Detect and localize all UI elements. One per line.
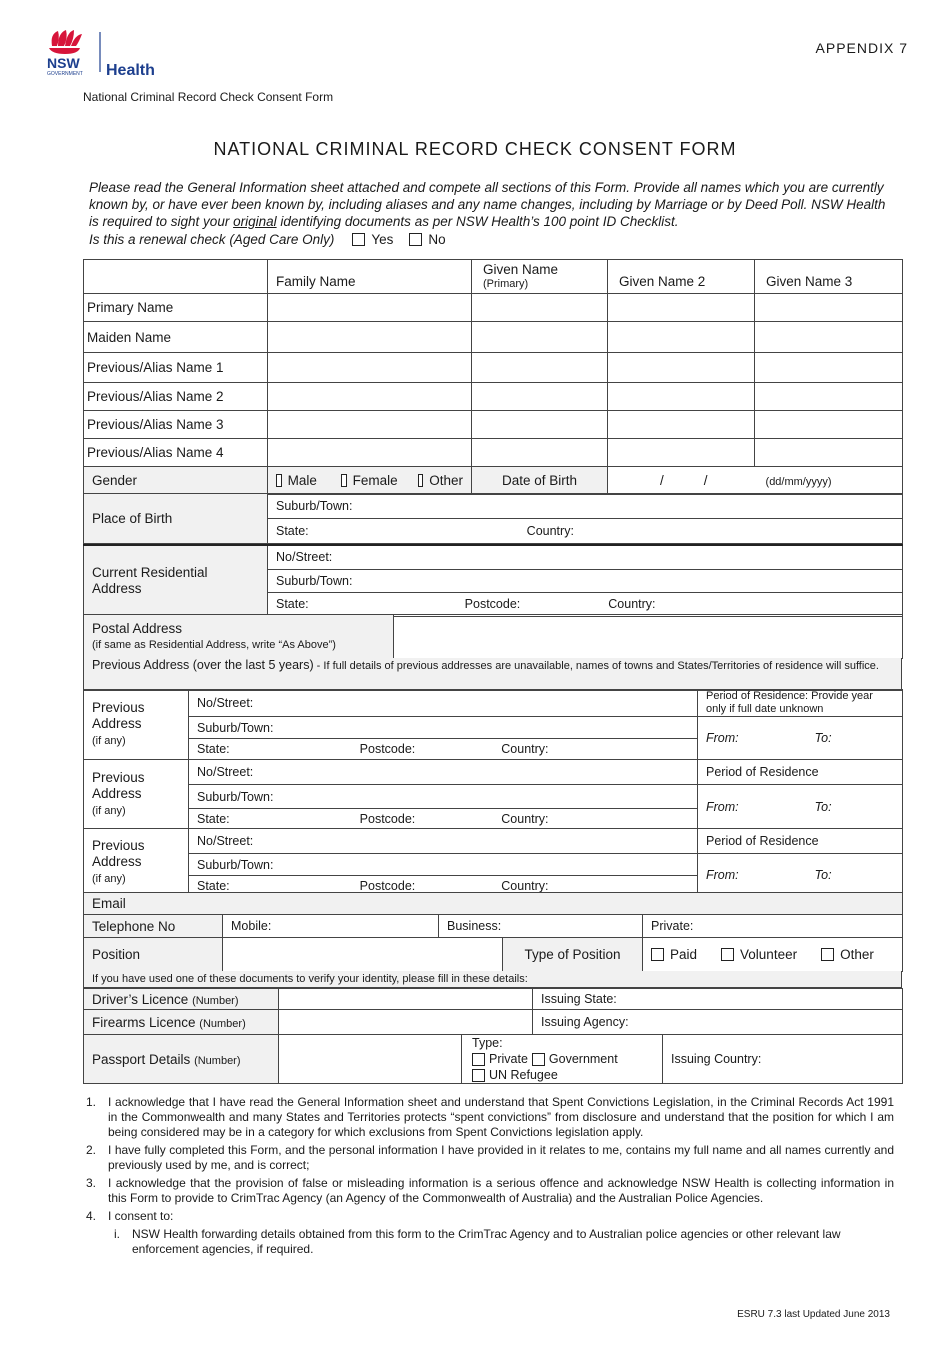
- family-name-field[interactable]: [268, 294, 472, 322]
- other-label: Other: [429, 473, 464, 488]
- yes-label: Yes: [371, 232, 394, 247]
- previous-address-label: Previous Address (if any): [84, 760, 189, 829]
- prev-state-field[interactable]: [189, 739, 698, 760]
- table-row: [84, 294, 903, 322]
- given-name-2-field[interactable]: [608, 294, 755, 322]
- note-text: I have fully completed this Form, and the personal information I have provided in it relates to me, contains my full name and all names currently and previously used by me, and is correct;: [108, 1143, 894, 1172]
- list-item: [86, 1209, 894, 1224]
- residential-address-label: Current Residential Address: [84, 545, 268, 616]
- given-name-3-field[interactable]: [755, 322, 903, 353]
- type-label: Type:: [472, 1036, 503, 1050]
- note-number: i.: [114, 1227, 120, 1241]
- prev-street-field[interactable]: No/Street:: [189, 690, 698, 717]
- passport-government-checkbox[interactable]: [532, 1053, 545, 1066]
- firearms-licence-label: Firearms Licence (Number): [84, 1010, 279, 1035]
- given-name-3-field[interactable]: [755, 411, 903, 439]
- logo-nsw-text: NSW: [47, 55, 80, 71]
- dob-label: Date of Birth: [472, 467, 608, 495]
- place-of-birth-label: Place of Birth: [84, 494, 268, 544]
- postcode-label: Postcode:: [359, 878, 416, 893]
- position-type-options: [643, 938, 903, 972]
- family-name-field[interactable]: [268, 353, 472, 383]
- mobile-field[interactable]: Mobile:: [223, 915, 439, 938]
- given-name-3-field[interactable]: [755, 294, 903, 322]
- refugee-label: UN Refugee: [489, 1068, 558, 1082]
- instructions: Please read the General Information sheet attached and compete all sections of this Form. Provide all names which you are currently known by, or have ever been known by, including aliases and any name changes, including by Marriage or by Deed Poll. NSW Health is required to sight your original identifying documents as per NSW Health’s 100 point ID Checklist.: [89, 180, 886, 229]
- gender-options: [268, 467, 472, 495]
- issuing-state-field[interactable]: Issuing State:: [533, 989, 903, 1010]
- dob-slash-1: /: [660, 473, 664, 488]
- note-number: 2.: [86, 1143, 97, 1157]
- postcode-label: Postcode:: [359, 742, 416, 756]
- state-label: State:: [197, 742, 230, 756]
- period-of-residence-label: Period of Residence: [698, 829, 903, 854]
- period-dates-field[interactable]: [698, 717, 903, 760]
- birth-state-country-field[interactable]: [268, 519, 903, 544]
- issuing-country-field[interactable]: Issuing Country:: [663, 1035, 903, 1084]
- male-checkbox[interactable]: [276, 474, 282, 487]
- list-item: [86, 1095, 894, 1140]
- passport-label: Passport Details (Number): [84, 1035, 279, 1084]
- gender-label: Gender: [84, 467, 268, 495]
- birth-country-label: Country:: [526, 524, 574, 538]
- birth-state-label: State:: [276, 524, 309, 538]
- dob-format: (dd/mm/yyyy): [765, 476, 832, 488]
- from-label: From:: [706, 731, 739, 745]
- family-name-header: Family Name: [268, 260, 472, 294]
- renewal-no-checkbox[interactable]: [409, 233, 422, 246]
- period-dates-field[interactable]: [698, 785, 903, 829]
- previous-address-label: Previous Address (if any): [84, 690, 189, 760]
- given-name-2-field[interactable]: [608, 411, 755, 439]
- prev-suburb-field[interactable]: Suburb/Town:: [189, 785, 698, 809]
- note-text: NSW Health forwarding details obtained from this form to the CrimTrac Agency and to Australian police agencies or other relevant law enforcement agencies, if required.: [132, 1227, 841, 1256]
- previous-address-label: Previous Address (if any): [84, 829, 189, 896]
- prev-state-field[interactable]: [189, 809, 698, 829]
- from-label: From:: [706, 867, 739, 882]
- contact-table: [83, 892, 903, 972]
- private-label: Private: [489, 1052, 528, 1066]
- family-name-field[interactable]: [268, 322, 472, 353]
- declarations: [86, 1095, 894, 1260]
- country-label: Country:: [608, 597, 656, 611]
- given-name-2-field[interactable]: [608, 353, 755, 383]
- residential-address-table: [83, 544, 903, 617]
- dob-field[interactable]: [608, 467, 903, 495]
- note-text: I acknowledge that the provision of false or misleading information is a serious offence and acknowledge NSW Health is collecting information in this Form to provide to CrimTrac Agency (an Agency of the Commonwealth of Australia) and the Australian Police Agencies.: [108, 1176, 894, 1205]
- appendix-label: APPENDIX 7: [815, 40, 908, 56]
- email-field[interactable]: Email: [84, 893, 903, 915]
- previous-address-table: [83, 689, 903, 896]
- given-name-field[interactable]: [472, 294, 608, 322]
- renewal-label: Is this a renewal check (Aged Care Only): [89, 232, 335, 247]
- table-row: [84, 353, 903, 383]
- country-label: Country:: [501, 742, 549, 756]
- male-label: Male: [287, 473, 317, 488]
- given-name-3-field[interactable]: [755, 353, 903, 383]
- country-label: Country:: [501, 811, 549, 826]
- telephone-label: Telephone No: [84, 915, 223, 938]
- prev-suburb-field[interactable]: Suburb/Town:: [189, 854, 698, 876]
- table-row: [84, 411, 903, 439]
- given-name-3-field[interactable]: [755, 439, 903, 467]
- table-row: [84, 439, 903, 467]
- female-label: Female: [352, 473, 398, 488]
- given-name-field[interactable]: [472, 322, 608, 353]
- postal-address-field[interactable]: [394, 615, 903, 659]
- given-name-2-field[interactable]: [608, 322, 755, 353]
- given-name-field[interactable]: [472, 411, 608, 439]
- given-name-2-field[interactable]: [608, 439, 755, 467]
- position-other-checkbox[interactable]: [821, 948, 834, 961]
- family-name-field[interactable]: [268, 411, 472, 439]
- passport-number-field[interactable]: [279, 1035, 462, 1084]
- postal-address-label: Postal Address (if same as Residential Address, write “As Above”): [84, 615, 394, 659]
- prev-suburb-field[interactable]: Suburb/Town:: [189, 717, 698, 739]
- page-title: NATIONAL CRIMINAL RECORD CHECK CONSENT FORM: [213, 139, 737, 159]
- postal-address-table: [83, 614, 903, 659]
- to-label: To:: [814, 867, 832, 882]
- type-of-position-label: Type of Position: [503, 938, 643, 972]
- to-label: To:: [814, 731, 832, 745]
- issuing-agency-field[interactable]: Issuing Agency:: [533, 1010, 903, 1035]
- names-header-row: [84, 260, 903, 294]
- note-number: 1.: [86, 1095, 97, 1109]
- from-label: From:: [706, 799, 739, 814]
- documents-note: If you have used one of these documents to verify your identity, please fill in these details:: [83, 971, 902, 988]
- period-of-residence-label: Period of Residence: [698, 760, 903, 785]
- passport-private-checkbox[interactable]: [472, 1053, 485, 1066]
- given-name-3-header: Given Name 3: [755, 260, 903, 294]
- passport-refugee-checkbox[interactable]: [472, 1069, 485, 1082]
- family-name-field[interactable]: [268, 439, 472, 467]
- prev-street-field[interactable]: No/Street:: [189, 760, 698, 785]
- given-name-field[interactable]: [472, 383, 608, 411]
- birth-suburb-field[interactable]: Suburb/Town:: [268, 494, 903, 519]
- given-name-3-field[interactable]: [755, 383, 903, 411]
- position-field[interactable]: [223, 938, 503, 972]
- place-of-birth-table: [83, 493, 903, 544]
- given-name-field[interactable]: [472, 353, 608, 383]
- postcode-label: Postcode:: [464, 597, 521, 611]
- given-name-header: Given Name (Primary): [472, 260, 608, 294]
- business-field[interactable]: Business:: [439, 915, 643, 938]
- given-name-field[interactable]: [472, 439, 608, 467]
- other-checkbox[interactable]: [418, 474, 424, 487]
- footer-version: ESRU 7.3 last Updated June 2013: [737, 1309, 890, 1320]
- row-label: Previous/Alias Name 1: [84, 353, 268, 383]
- given-name-2-header: Given Name 2: [608, 260, 755, 294]
- logo-health-text: Health: [106, 62, 155, 79]
- row-label: Primary Name: [84, 294, 268, 322]
- form-subtitle: National Criminal Record Check Consent Form: [83, 90, 334, 104]
- table-row: [84, 383, 903, 411]
- firearms-licence-field[interactable]: [279, 1010, 533, 1035]
- volunteer-label: Volunteer: [740, 947, 798, 962]
- drivers-licence-field[interactable]: [279, 989, 533, 1010]
- period-dates-field[interactable]: [698, 854, 903, 896]
- private-phone-field[interactable]: Private:: [643, 915, 903, 938]
- paid-checkbox[interactable]: [651, 948, 664, 961]
- note-number: 4.: [86, 1209, 97, 1223]
- gender-row: [84, 467, 903, 495]
- logo-government-text: GOVERNMENT: [47, 71, 83, 77]
- renewal-question: [89, 232, 446, 247]
- residential-suburb-field[interactable]: Suburb/Town:: [268, 569, 903, 592]
- list-item: [86, 1143, 894, 1173]
- row-label: Previous/Alias Name 3: [84, 411, 268, 439]
- given-name-2-field[interactable]: [608, 383, 755, 411]
- list-item: [86, 1227, 894, 1257]
- previous-address-heading: Previous Address (over the last 5 years) - If full details of previous addresses are unavailable, names of towns and States/Territories of residence will suffice.: [83, 658, 902, 691]
- country-label: Country:: [501, 878, 549, 893]
- residential-state-field[interactable]: [268, 592, 903, 616]
- renewal-yes-checkbox[interactable]: [352, 233, 365, 246]
- position-other-label: Other: [840, 947, 874, 962]
- row-label: Maiden Name: [84, 322, 268, 353]
- dob-slash-2: /: [703, 473, 708, 488]
- documents-table: [83, 988, 903, 1084]
- government-label: Government: [548, 1052, 618, 1066]
- row-label: Previous/Alias Name 4: [84, 439, 268, 467]
- table-row: [84, 322, 903, 353]
- state-label: State:: [197, 878, 230, 893]
- volunteer-checkbox[interactable]: [721, 948, 734, 961]
- family-name-field[interactable]: [268, 383, 472, 411]
- paid-label: Paid: [670, 947, 698, 962]
- note-number: 3.: [86, 1176, 97, 1190]
- postcode-label: Postcode:: [359, 811, 416, 826]
- to-label: To:: [814, 799, 832, 814]
- state-label: State:: [197, 811, 230, 826]
- position-label: Position: [84, 938, 223, 972]
- female-checkbox[interactable]: [341, 474, 347, 487]
- state-label: State:: [276, 597, 309, 611]
- note-text: I consent to:: [108, 1209, 174, 1223]
- names-table: [83, 259, 903, 495]
- passport-type-options: [462, 1035, 663, 1084]
- period-of-residence-label: Period of Residence: Provide year only if full date unknown: [698, 690, 903, 717]
- prev-street-field[interactable]: No/Street:: [189, 829, 698, 854]
- note-text: I acknowledge that I have read the General Information sheet and understand that Spent Convictions Legislation, in the Criminal Records Act 1991 in the Commonwealth and many States and Territories protects “spent convictions” from disclosure and understand that the position for which I am being considered may be in a category for which exclusions from Spent Convictions legislation apply.: [108, 1095, 894, 1139]
- residential-street-field[interactable]: No/Street:: [268, 545, 903, 569]
- drivers-licence-label: Driver’s Licence (Number): [84, 989, 279, 1010]
- list-item: [86, 1176, 894, 1206]
- no-label: No: [428, 232, 446, 247]
- row-label: Previous/Alias Name 2: [84, 383, 268, 411]
